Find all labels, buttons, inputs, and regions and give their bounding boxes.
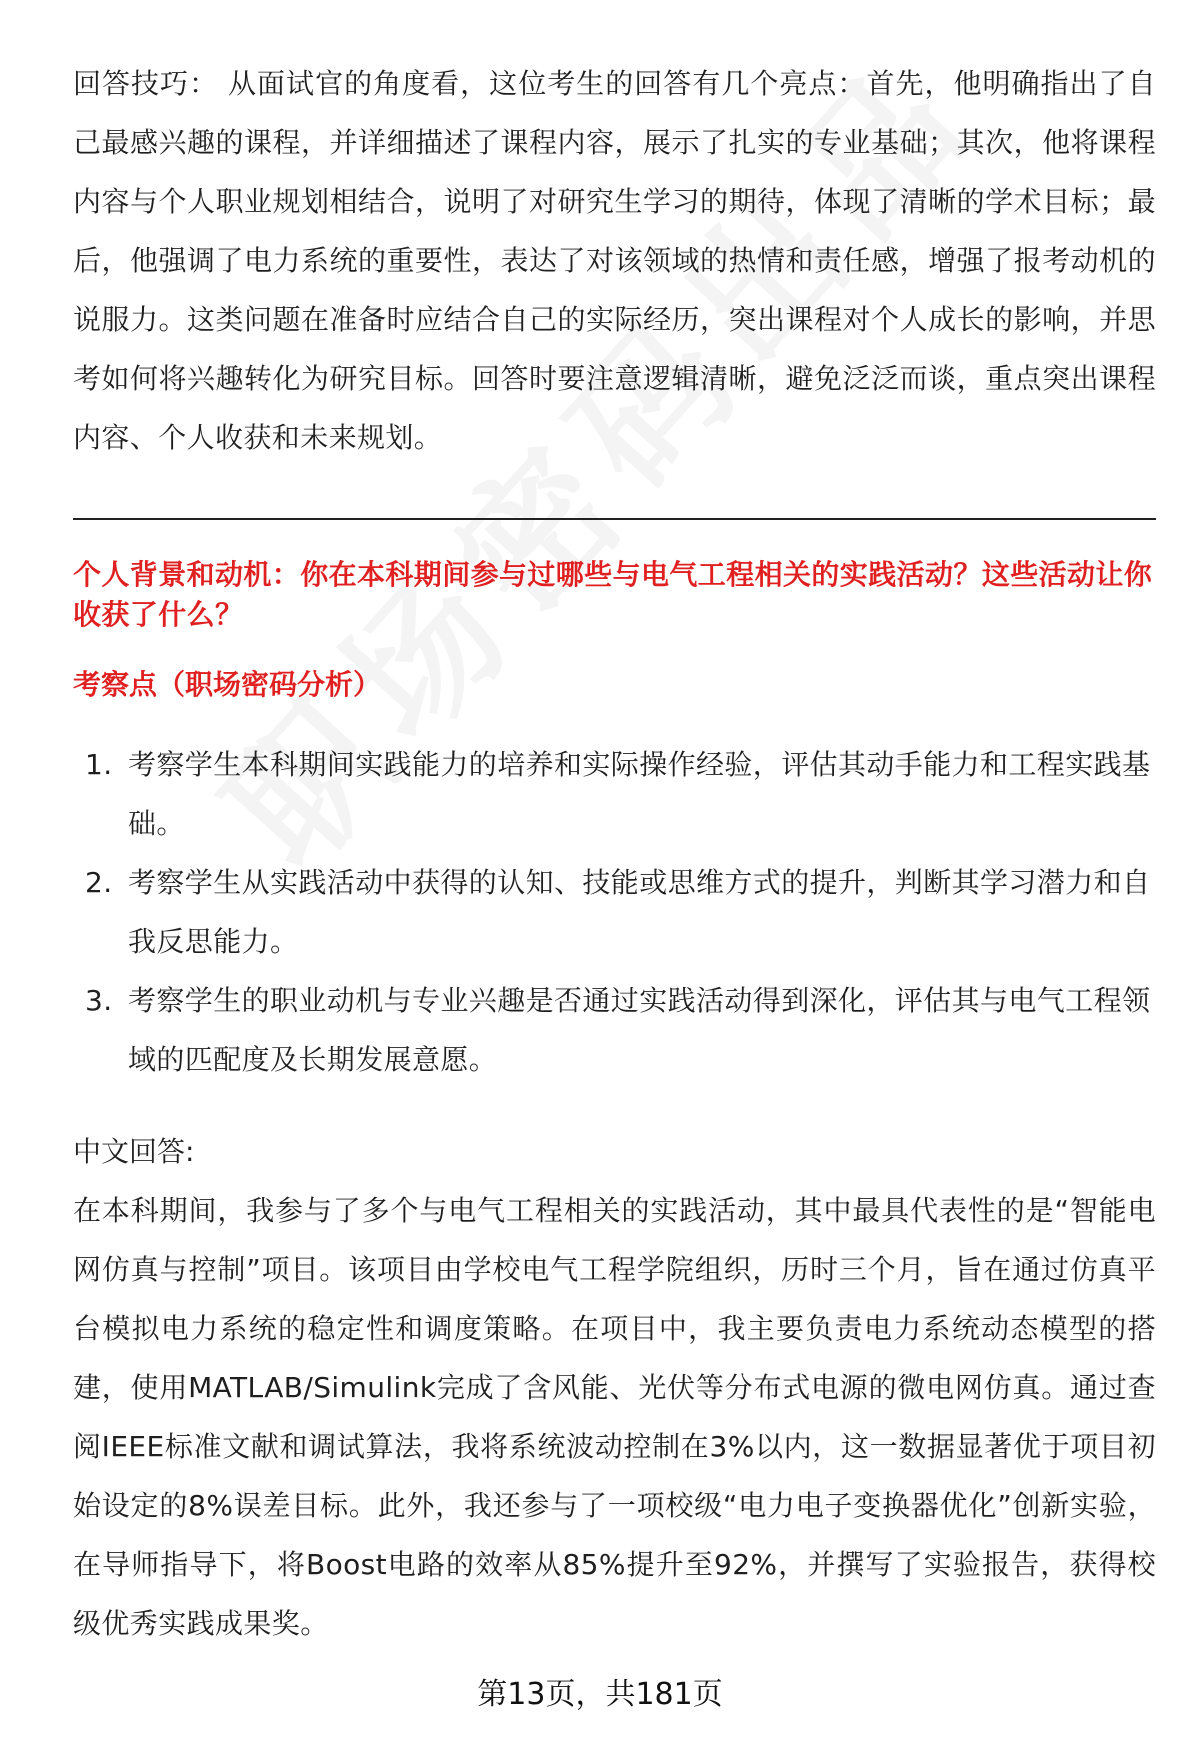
interview-question: 个人背景和动机：你在本科期间参与过哪些与电气工程相关的实践活动？这些活动让你收获了什么？ [73, 558, 1153, 631]
list-item-number: 1. [85, 748, 113, 781]
answer-label: 中文回答: [73, 1135, 195, 1168]
answer-tips-paragraph: 回答技巧： 从面试官的角度看，这位考生的回答有几个亮点：首先，他明确指出了自己最感兴趣的课程，并详细描述了课程内容，展示了扎实的专业基础；其次，他将课程内容与个人职业规划相结合，说明了对研究生学习的期待，体现了清晰的学术目标；最后，他强调了电力系统的重要性，表达了对该领域的热情和责任感，增强了报考动机的说服力。这类问题在准备时应结合自己的实际经历，突出课程对个人成长的影响，并思考如何将兴趣转化为研究目标。回答时要注意逻辑清晰，避免泛泛而谈，重点突出课程内容、个人收获和未来规划。 [73, 67, 1156, 454]
list-item [73, 735, 1156, 853]
page-number: 第13页，共181页 [477, 1677, 723, 1712]
list-item [73, 971, 1156, 1089]
list-item-number: 2. [85, 866, 113, 899]
answer-paragraph: 在本科期间，我参与了多个与电气工程相关的实践活动，其中最具代表性的是“智能电网仿真与控制”项目。该项目由学校电气工程学院组织，历时三个月，旨在通过仿真平台模拟电力系统的稳定性和调度策略。在项目中，我主要负责电力系统动态模型的搭建，使用MATLAB/Simulink完成了含风能、光伏等分布式电源的微电网仿真。通过查阅IEEE标准文献和调试算法，我将系统波动控制在3%以内，这一数据显著优于项目初始设定的8%误差目标。此外，我还参与了一项校级“电力电子变换器优化”创新实验，在导师指导下，将Boost电路的效率从85%提升至92%，并撰写了实验报告，获得校级优秀实践成果奖。 [73, 1194, 1156, 1640]
section-divider [73, 518, 1156, 520]
list-item-text: 考察学生的职业动机与专业兴趣是否通过实践活动得到深化，评估其与电气工程领域的匹配度及长期发展意愿。 [128, 984, 1151, 1076]
list-item-text: 考察学生从实践活动中获得的认知、技能或思维方式的提升，判断其学习潜力和自我反思能力。 [128, 866, 1151, 958]
assessment-list [73, 735, 1156, 1089]
list-item-number: 3. [85, 984, 113, 1017]
assessment-heading: 考察点（职场密码分析） [73, 668, 382, 701]
list-item [73, 853, 1156, 971]
list-item-text: 考察学生本科期间实践能力的培养和实际操作经验，评估其动手能力和工程实践基础。 [128, 748, 1151, 840]
